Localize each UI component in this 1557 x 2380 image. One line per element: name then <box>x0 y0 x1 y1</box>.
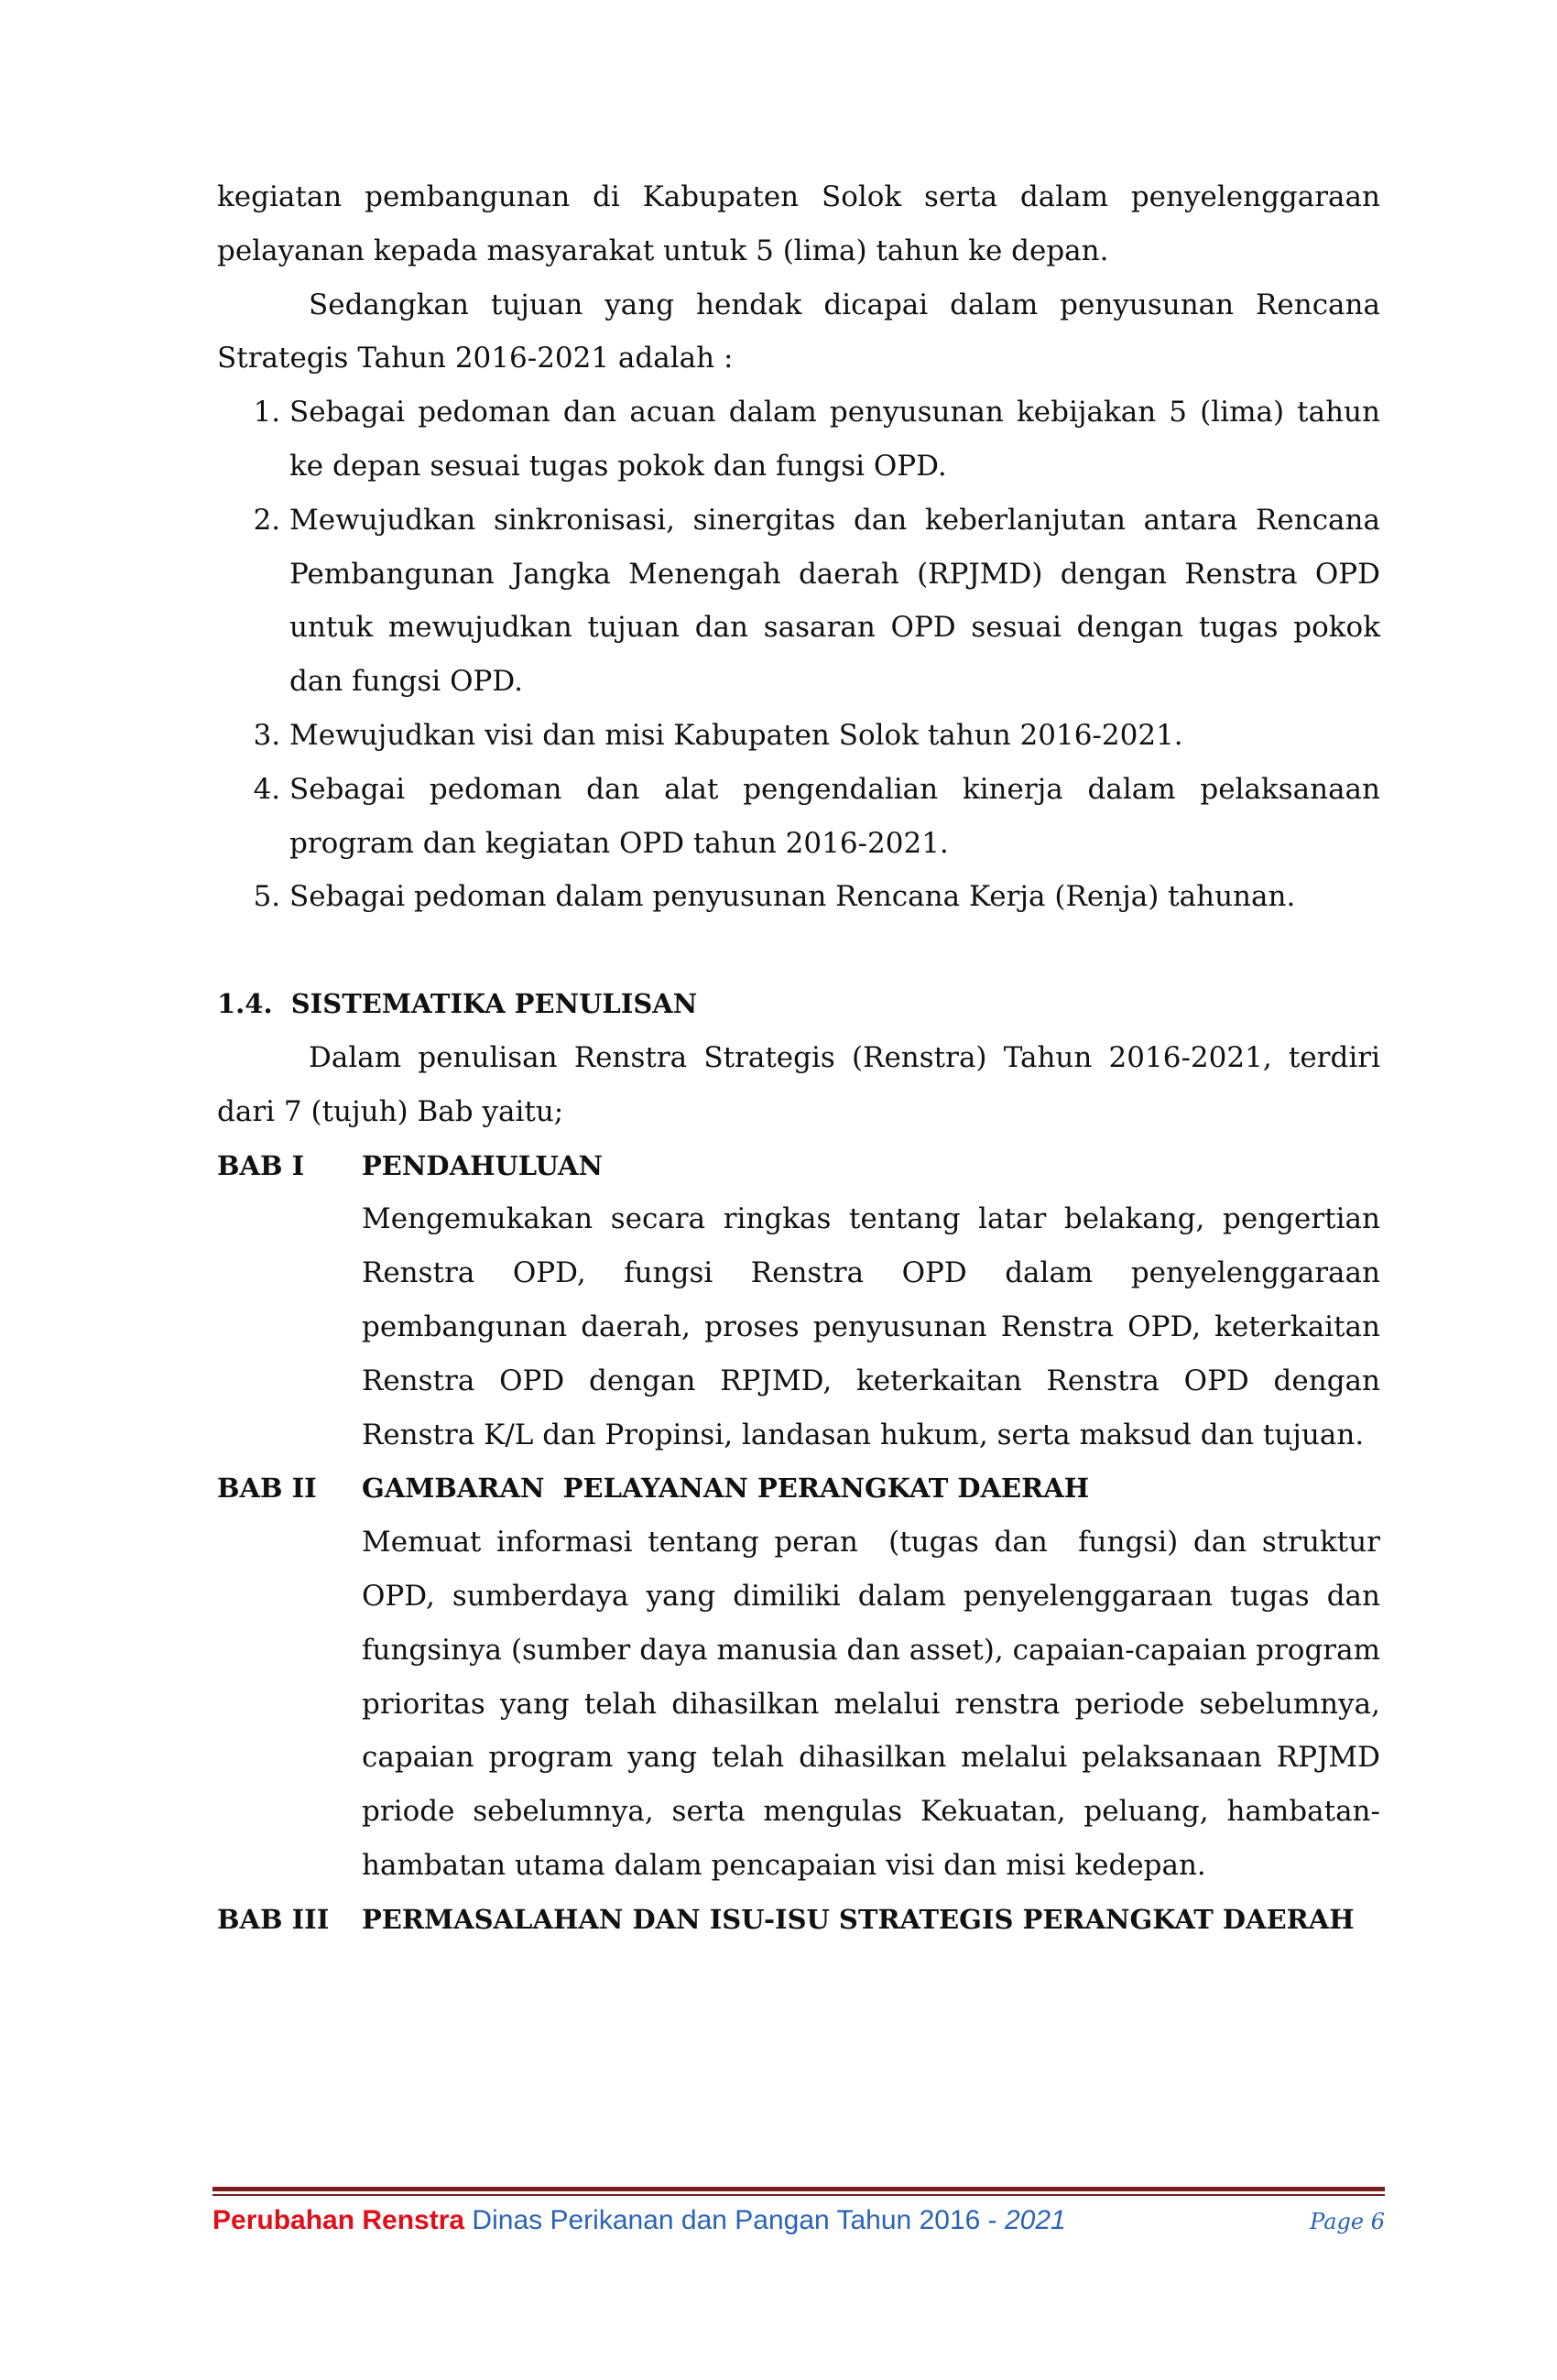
chapter-title: GAMBARAN PELAYANAN PERANGKAT DAERAH <box>362 1473 1090 1505</box>
chapter-title: PENDAHULUAN <box>362 1149 603 1181</box>
chapter-label: BAB II <box>217 1473 317 1505</box>
intro-paragraph: kegiatan pembangunan di Kabupaten Solok serta dalam penyelenggaraan pelayanan kepada masyarakat untuk 5 (lima) tahun ke depan. <box>217 180 1380 267</box>
footer-rule-thin <box>212 2194 1385 2196</box>
footer-title: Dinas Perikanan dan Pangan Tahun 2016 - <box>464 2205 1005 2235</box>
page-footer <box>212 2187 1385 2251</box>
chapter-heading-1 <box>217 1139 1380 1193</box>
chapter-description: Memuat informasi tentang peran (tugas dan fungsi) dan struktur OPD, sumberdaya yang dimiliki dalam penyelenggaraan tugas dan fungsinya (sumber daya manusia dan asset), capaian-capaian program prioritas yang telah dihasilkan melalui renstra periode sebelumnya, capaian program yang telah dihasilkan melalui pelaksanaan RPJMD priode sebelumnya, serta mengulas Kekuatan, peluang, hambatan-hambatan utama dalam pencapaian visi dan misi kedepan. <box>362 1526 1389 1882</box>
page-body <box>217 170 1389 1947</box>
spacer <box>217 924 1380 977</box>
footer-title-strong: Perubahan Renstra <box>212 2205 465 2235</box>
list-item: 2. Mewujudkan sinkronisasi, sinergitas dan keberlanjutan antara Rencana Pembangunan Jangka Menengah daerah (RPJMD) dengan Renstra OPD untuk mewujudkan tujuan dan sasaran OPD sesuai dengan tugas pokok dan fungsi OPD. <box>289 494 1380 709</box>
chapter-title: PERMASALAHAN DAN ISU-ISU STRATEGIS PERANGKAT DAERAH <box>362 1903 1355 1935</box>
chapter-heading-3 <box>217 1893 1380 1947</box>
chapter-heading-2 <box>217 1462 1380 1516</box>
page-number: Page 6 <box>1310 2209 1385 2234</box>
footer-rule <box>212 2187 1385 2191</box>
section-heading: 1.4. SISTEMATIKA PENULISAN <box>217 988 698 1020</box>
list-item: 4. Sebagai pedoman dan alat pengendalian kinerja dalam pelaksanaan program dan kegiatan OPD tahun 2016-2021. <box>289 763 1380 871</box>
chapter-description: Mengemukakan secara ringkas tentang latar belakang, pengertian Renstra OPD, fungsi Renstra OPD dalam penyelenggaraan pembangunan daerah, proses penyusunan Renstra OPD, keterkaitan Renstra OPD dengan RPJMD, keterkaitan Renstra OPD dengan Renstra K/L dan Propinsi, landasan hukum, serta maksud dan tujuan. <box>362 1202 1380 1451</box>
goals-list <box>217 386 1380 924</box>
chapter-label: BAB I <box>217 1149 305 1181</box>
section-intro: Dalam penulisan Renstra Strategis (Renstra) Tahun 2016-2021, terdiri dari 7 (tujuh) Bab yaitu; <box>217 1040 1380 1128</box>
list-item: 1. Sebagai pedoman dan acuan dalam penyusunan kebijakan 5 (lima) tahun ke depan sesuai tugas pokok dan fungsi OPD. <box>289 386 1380 494</box>
list-item: 3. Mewujudkan visi dan misi Kabupaten Solok tahun 2016-2021. <box>289 709 1380 763</box>
footer-text-row <box>212 2205 1385 2251</box>
chapter-label: BAB III <box>217 1903 330 1935</box>
list-item: 5. Sebagai pedoman dalam penyusunan Rencana Kerja (Renja) tahunan. <box>289 870 1380 924</box>
goals-intro-paragraph: Sedangkan tujuan yang hendak dicapai dalam penyusunan Rencana Strategis Tahun 2016-2021 adalah : <box>217 288 1380 375</box>
footer-year: 2021 <box>1004 2205 1066 2235</box>
